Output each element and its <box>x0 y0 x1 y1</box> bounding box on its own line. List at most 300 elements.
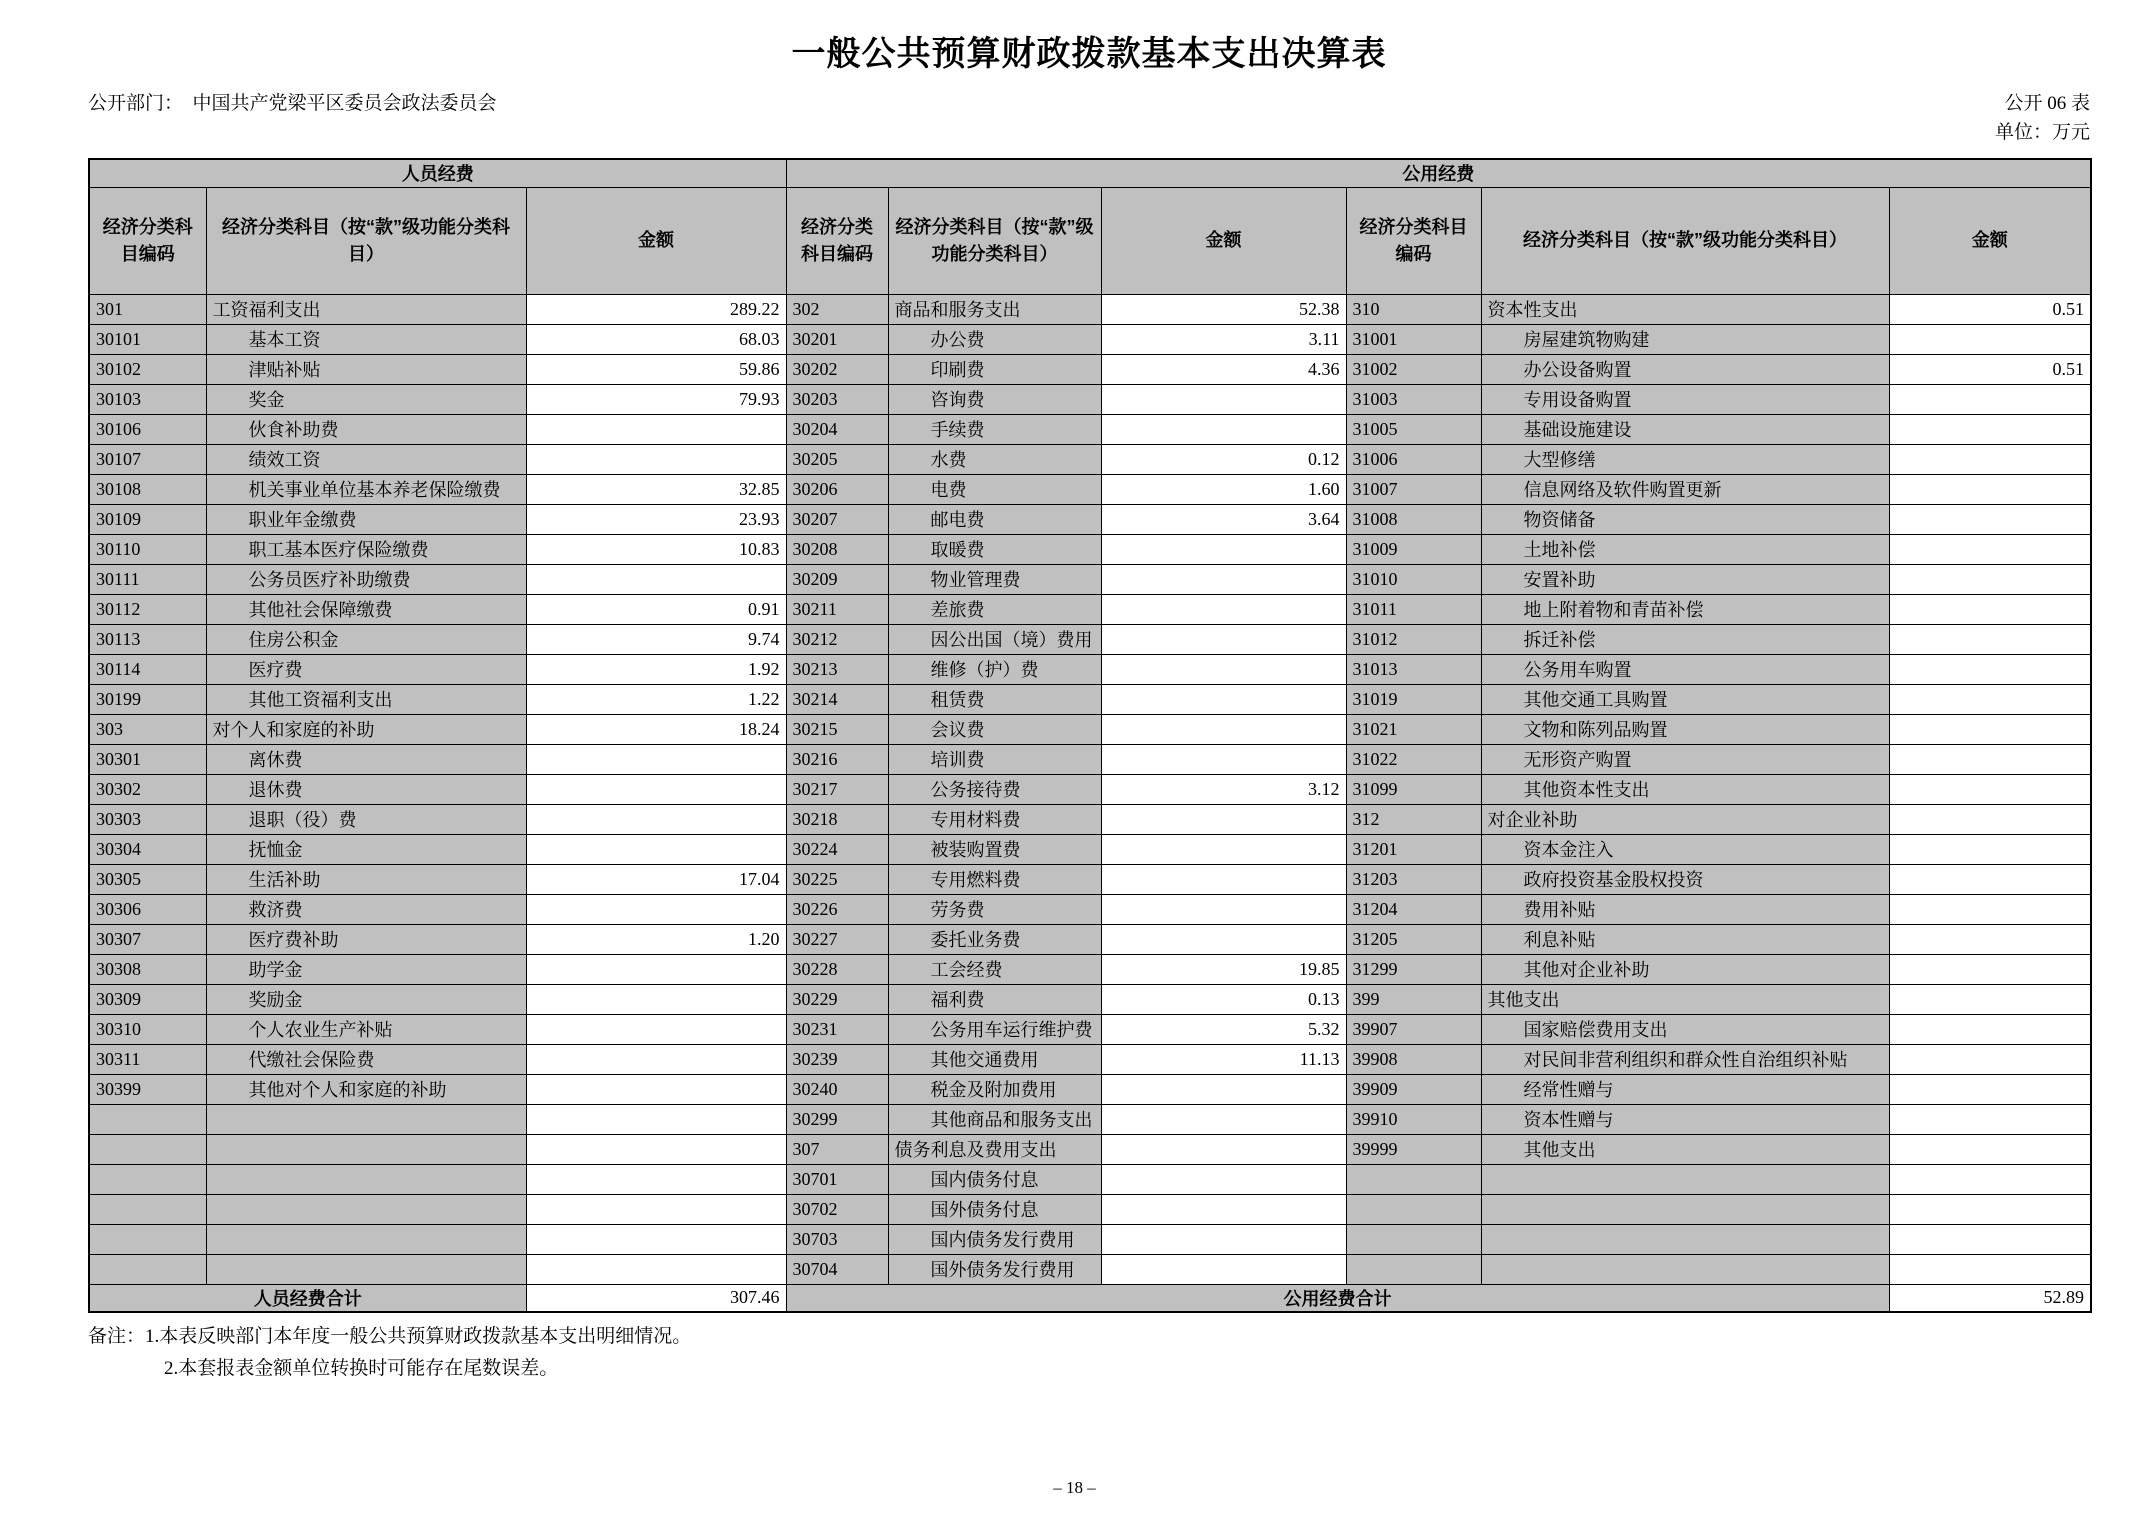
amount-cell: 32.85 <box>526 474 786 504</box>
code-cell: 30206 <box>786 474 888 504</box>
code-cell <box>89 1164 206 1194</box>
code-cell: 30208 <box>786 534 888 564</box>
code-cell: 31005 <box>1346 414 1481 444</box>
subject-cell: 公务用车购置 <box>1481 654 1889 684</box>
subject-cell: 物业管理费 <box>888 564 1101 594</box>
subject-cell: 水费 <box>888 444 1101 474</box>
code-cell: 30239 <box>786 1044 888 1074</box>
column-header: 金额 <box>1889 187 2091 294</box>
code-cell: 30225 <box>786 864 888 894</box>
subject-cell: 维修（护）费 <box>888 654 1101 684</box>
table-row <box>89 894 2091 924</box>
code-cell: 30204 <box>786 414 888 444</box>
table-row <box>89 774 2091 804</box>
amount-cell <box>1101 414 1346 444</box>
amount-cell: 10.83 <box>526 534 786 564</box>
code-cell: 30304 <box>89 834 206 864</box>
amount-cell: 0.51 <box>1889 354 2091 384</box>
amount-cell <box>526 744 786 774</box>
amount-cell <box>1889 534 2091 564</box>
amount-cell: 17.04 <box>526 864 786 894</box>
code-cell: 30229 <box>786 984 888 1014</box>
subject-cell: 奖金 <box>206 384 526 414</box>
amount-cell <box>1889 1194 2091 1224</box>
table-row <box>89 954 2091 984</box>
subject-cell: 津贴补贴 <box>206 354 526 384</box>
code-cell: 30114 <box>89 654 206 684</box>
subject-cell: 国内债务付息 <box>888 1164 1101 1194</box>
code-cell <box>1346 1254 1481 1284</box>
amount-cell <box>1889 624 2091 654</box>
code-cell: 30109 <box>89 504 206 534</box>
amount-cell: 1.60 <box>1101 474 1346 504</box>
subject-cell: 国外债务付息 <box>888 1194 1101 1224</box>
table-row <box>89 984 2091 1014</box>
amount-cell <box>1101 1224 1346 1254</box>
subject-cell: 救济费 <box>206 894 526 924</box>
amount-cell <box>526 1104 786 1134</box>
code-cell: 31012 <box>1346 624 1481 654</box>
code-cell: 30310 <box>89 1014 206 1044</box>
code-cell: 30111 <box>89 564 206 594</box>
code-cell: 30307 <box>89 924 206 954</box>
notes-block <box>88 1321 2090 1386</box>
code-cell: 30217 <box>786 774 888 804</box>
amount-cell: 11.13 <box>1101 1044 1346 1074</box>
subject-cell <box>1481 1254 1889 1284</box>
subject-cell: 福利费 <box>888 984 1101 1014</box>
subject-cell: 商品和服务支出 <box>888 294 1101 324</box>
amount-cell <box>526 1134 786 1164</box>
amount-cell <box>1101 744 1346 774</box>
code-cell: 310 <box>1346 294 1481 324</box>
code-cell: 31099 <box>1346 774 1481 804</box>
amount-cell <box>526 1224 786 1254</box>
amount-cell <box>1889 1104 2091 1134</box>
subject-cell: 取暖费 <box>888 534 1101 564</box>
amount-cell <box>1889 504 2091 534</box>
code-cell: 30228 <box>786 954 888 984</box>
table-row <box>89 1164 2091 1194</box>
subject-cell: 机关事业单位基本养老保险缴费 <box>206 474 526 504</box>
subject-cell: 办公设备购置 <box>1481 354 1889 384</box>
subject-cell: 经常性赠与 <box>1481 1074 1889 1104</box>
subject-cell: 医疗费补助 <box>206 924 526 954</box>
code-cell: 31021 <box>1346 714 1481 744</box>
amount-cell <box>526 1044 786 1074</box>
amount-cell <box>1889 684 2091 714</box>
note-line-2: 2.本套报表金额单位转换时可能存在尾数误差。 <box>164 1358 559 1380</box>
column-header-row <box>89 187 2091 294</box>
code-cell: 30299 <box>786 1104 888 1134</box>
code-cell: 39908 <box>1346 1044 1481 1074</box>
code-cell: 31001 <box>1346 324 1481 354</box>
totals-row <box>89 1284 2091 1312</box>
code-cell: 31010 <box>1346 564 1481 594</box>
department-label: 公开部门： <box>88 93 174 114</box>
code-cell: 30701 <box>786 1164 888 1194</box>
subject-cell <box>206 1104 526 1134</box>
code-cell: 30218 <box>786 804 888 834</box>
amount-cell <box>526 774 786 804</box>
subject-cell: 基础设施建设 <box>1481 414 1889 444</box>
subject-cell: 专用燃料费 <box>888 864 1101 894</box>
amount-cell <box>1889 1164 2091 1194</box>
subject-cell: 其他交通工具购置 <box>1481 684 1889 714</box>
table-row <box>89 834 2091 864</box>
department-block <box>88 89 528 118</box>
amount-cell: 59.86 <box>526 354 786 384</box>
subject-cell: 代缴社会保险费 <box>206 1044 526 1074</box>
subject-cell: 对民间非营利组织和群众性自治组织补贴 <box>1481 1044 1889 1074</box>
code-cell: 30212 <box>786 624 888 654</box>
amount-cell: 0.91 <box>526 594 786 624</box>
amount-cell: 79.93 <box>526 384 786 414</box>
amount-cell: 23.93 <box>526 504 786 534</box>
note-line-1: 备注：1.本表反映部门本年度一般公共预算财政拨款基本支出明细情况。 <box>88 1325 692 1347</box>
amount-cell <box>1101 834 1346 864</box>
code-cell: 30216 <box>786 744 888 774</box>
subject-cell: 奖励金 <box>206 984 526 1014</box>
table-row <box>89 1224 2091 1254</box>
code-cell: 30102 <box>89 354 206 384</box>
subject-cell: 其他支出 <box>1481 1134 1889 1164</box>
amount-cell <box>1889 564 2091 594</box>
table-row <box>89 1014 2091 1044</box>
column-header: 经济分类科目编码 <box>1346 187 1481 294</box>
code-cell: 30202 <box>786 354 888 384</box>
subject-cell: 其他商品和服务支出 <box>888 1104 1101 1134</box>
subject-cell: 住房公积金 <box>206 624 526 654</box>
code-cell: 31003 <box>1346 384 1481 414</box>
table-row <box>89 744 2091 774</box>
code-cell: 30231 <box>786 1014 888 1044</box>
subject-cell: 物资储备 <box>1481 504 1889 534</box>
code-cell <box>89 1134 206 1164</box>
column-header: 金额 <box>526 187 786 294</box>
code-cell: 30702 <box>786 1194 888 1224</box>
amount-cell <box>1889 1224 2091 1254</box>
code-cell: 31019 <box>1346 684 1481 714</box>
subject-cell: 资本金注入 <box>1481 834 1889 864</box>
code-cell: 30303 <box>89 804 206 834</box>
subject-cell: 公务员医疗补助缴费 <box>206 564 526 594</box>
code-cell: 31008 <box>1346 504 1481 534</box>
code-cell: 30226 <box>786 894 888 924</box>
table-row <box>89 1074 2091 1104</box>
code-cell: 31011 <box>1346 594 1481 624</box>
amount-cell <box>1101 1104 1346 1134</box>
subject-cell: 印刷费 <box>888 354 1101 384</box>
table-meta-block <box>1995 89 2090 148</box>
amount-cell: 9.74 <box>526 624 786 654</box>
table-row <box>89 1254 2091 1284</box>
subject-cell <box>206 1164 526 1194</box>
subject-cell: 费用补贴 <box>1481 894 1889 924</box>
code-cell: 31007 <box>1346 474 1481 504</box>
subject-cell: 个人农业生产补贴 <box>206 1014 526 1044</box>
code-cell: 30302 <box>89 774 206 804</box>
subject-cell <box>1481 1194 1889 1224</box>
code-cell: 303 <box>89 714 206 744</box>
subject-cell: 抚恤金 <box>206 834 526 864</box>
subject-cell: 公务用车运行维护费 <box>888 1014 1101 1044</box>
subject-cell: 工会经费 <box>888 954 1101 984</box>
amount-cell <box>1889 894 2091 924</box>
code-cell: 301 <box>89 294 206 324</box>
code-cell: 31006 <box>1346 444 1481 474</box>
subject-cell: 邮电费 <box>888 504 1101 534</box>
subject-cell: 被装购置费 <box>888 834 1101 864</box>
public-total-amount: 52.89 <box>1889 1284 2091 1312</box>
subject-cell: 文物和陈列品购置 <box>1481 714 1889 744</box>
code-cell: 30209 <box>786 564 888 594</box>
amount-cell <box>1101 564 1346 594</box>
amount-cell <box>1101 894 1346 924</box>
subject-cell: 债务利息及费用支出 <box>888 1134 1101 1164</box>
amount-cell: 1.92 <box>526 654 786 684</box>
code-cell: 30103 <box>89 384 206 414</box>
subject-cell: 国家赔偿费用支出 <box>1481 1014 1889 1044</box>
code-cell: 312 <box>1346 804 1481 834</box>
code-cell: 39999 <box>1346 1134 1481 1164</box>
amount-cell <box>1889 1254 2091 1284</box>
code-cell: 30211 <box>786 594 888 624</box>
code-cell: 30101 <box>89 324 206 354</box>
amount-cell <box>1889 834 2091 864</box>
table-row <box>89 474 2091 504</box>
table-row <box>89 564 2091 594</box>
subject-cell: 公务接待费 <box>888 774 1101 804</box>
personnel-total-label: 人员经费合计 <box>89 1284 526 1312</box>
code-cell <box>89 1194 206 1224</box>
public-total-label: 公用经费合计 <box>786 1284 1889 1312</box>
amount-cell <box>1101 624 1346 654</box>
budget-table <box>88 158 2092 1313</box>
code-cell: 30207 <box>786 504 888 534</box>
amount-cell: 4.36 <box>1101 354 1346 384</box>
table-row <box>89 444 2091 474</box>
amount-cell: 1.22 <box>526 684 786 714</box>
table-row <box>89 324 2091 354</box>
code-cell: 39907 <box>1346 1014 1481 1044</box>
amount-cell <box>1889 1044 2091 1074</box>
amount-cell: 52.38 <box>1101 294 1346 324</box>
table-row <box>89 1194 2091 1224</box>
table-body <box>89 294 2091 1284</box>
amount-cell <box>526 954 786 984</box>
subject-cell: 其他对个人和家庭的补助 <box>206 1074 526 1104</box>
subject-cell: 因公出国（境）费用 <box>888 624 1101 654</box>
table-row <box>89 714 2091 744</box>
amount-cell: 68.03 <box>526 324 786 354</box>
amount-cell <box>1889 864 2091 894</box>
amount-cell <box>1101 1194 1346 1224</box>
code-cell: 30227 <box>786 924 888 954</box>
subject-cell: 其他交通费用 <box>888 1044 1101 1074</box>
code-cell: 30201 <box>786 324 888 354</box>
subject-cell: 绩效工资 <box>206 444 526 474</box>
code-cell <box>89 1224 206 1254</box>
subject-cell: 对个人和家庭的补助 <box>206 714 526 744</box>
subject-cell: 资本性支出 <box>1481 294 1889 324</box>
code-cell: 30107 <box>89 444 206 474</box>
amount-cell <box>1889 444 2091 474</box>
table-row <box>89 354 2091 384</box>
subject-cell: 土地补偿 <box>1481 534 1889 564</box>
subject-cell: 咨询费 <box>888 384 1101 414</box>
table-row <box>89 594 2091 624</box>
amount-cell <box>1889 924 2091 954</box>
amount-cell: 1.20 <box>526 924 786 954</box>
subject-cell: 专用材料费 <box>888 804 1101 834</box>
unit-label: 单位：万元 <box>1994 122 2090 144</box>
subject-cell: 职业年金缴费 <box>206 504 526 534</box>
section-header-public: 公用经费 <box>786 159 2091 188</box>
table-row <box>89 534 2091 564</box>
amount-cell <box>1101 1074 1346 1104</box>
page-content <box>88 0 2090 1385</box>
amount-cell <box>526 1254 786 1284</box>
code-cell: 30311 <box>89 1044 206 1074</box>
amount-cell <box>526 894 786 924</box>
amount-cell <box>1101 1254 1346 1284</box>
subject-cell: 政府投资基金股权投资 <box>1481 864 1889 894</box>
subject-cell: 税金及附加费用 <box>888 1074 1101 1104</box>
amount-cell <box>526 414 786 444</box>
code-cell: 31203 <box>1346 864 1481 894</box>
code-cell: 30205 <box>786 444 888 474</box>
code-cell: 307 <box>786 1134 888 1164</box>
subject-cell: 对企业补助 <box>1481 804 1889 834</box>
subject-cell: 退休费 <box>206 774 526 804</box>
table-row <box>89 804 2091 834</box>
code-cell: 39909 <box>1346 1074 1481 1104</box>
code-cell: 30214 <box>786 684 888 714</box>
subject-cell: 工资福利支出 <box>206 294 526 324</box>
amount-cell <box>1101 1164 1346 1194</box>
code-cell <box>89 1254 206 1284</box>
amount-cell: 3.64 <box>1101 504 1346 534</box>
amount-cell: 289.22 <box>526 294 786 324</box>
table-row <box>89 294 2091 324</box>
table-row <box>89 504 2091 534</box>
column-header: 经济分类科目编码 <box>89 187 206 294</box>
amount-cell <box>526 834 786 864</box>
subject-cell: 电费 <box>888 474 1101 504</box>
amount-cell <box>1889 954 2091 984</box>
subject-cell: 基本工资 <box>206 324 526 354</box>
subject-cell: 国内债务发行费用 <box>888 1224 1101 1254</box>
section-header-personnel: 人员经费 <box>89 159 786 188</box>
subject-cell: 伙食补助费 <box>206 414 526 444</box>
amount-cell <box>1889 1134 2091 1164</box>
code-cell: 302 <box>786 294 888 324</box>
code-cell <box>1346 1194 1481 1224</box>
code-cell: 30703 <box>786 1224 888 1254</box>
amount-cell: 19.85 <box>1101 954 1346 984</box>
code-cell: 30112 <box>89 594 206 624</box>
table-row <box>89 654 2091 684</box>
personnel-total-amount: 307.46 <box>526 1284 786 1312</box>
subject-cell <box>206 1224 526 1254</box>
code-cell: 30203 <box>786 384 888 414</box>
amount-cell <box>1889 474 2091 504</box>
code-cell: 30110 <box>89 534 206 564</box>
amount-cell <box>1889 984 2091 1014</box>
code-cell: 30108 <box>89 474 206 504</box>
table-row <box>89 1104 2091 1134</box>
amount-cell <box>1889 414 2091 444</box>
code-cell: 31204 <box>1346 894 1481 924</box>
amount-cell <box>1889 654 2091 684</box>
amount-cell: 5.32 <box>1101 1014 1346 1044</box>
department-value: 中国共产党梁平区委员会政法委员会 <box>192 93 497 114</box>
amount-cell <box>526 984 786 1014</box>
amount-cell: 0.13 <box>1101 984 1346 1014</box>
table-row <box>89 864 2091 894</box>
code-cell: 31002 <box>1346 354 1481 384</box>
page-number: – 18 – <box>1053 1478 1096 1497</box>
amount-cell <box>1889 744 2091 774</box>
code-cell: 30704 <box>786 1254 888 1284</box>
code-cell: 30308 <box>89 954 206 984</box>
column-header: 经济分类科目编码 <box>786 187 888 294</box>
amount-cell <box>526 1194 786 1224</box>
table-row <box>89 384 2091 414</box>
code-cell: 31022 <box>1346 744 1481 774</box>
column-header: 经济分类科目（按“款”级功能分类科目） <box>1481 187 1889 294</box>
subject-cell: 劳务费 <box>888 894 1101 924</box>
subject-cell: 拆迁补偿 <box>1481 624 1889 654</box>
amount-cell <box>526 1014 786 1044</box>
subject-cell: 利息补贴 <box>1481 924 1889 954</box>
subject-cell <box>1481 1224 1889 1254</box>
code-cell: 30306 <box>89 894 206 924</box>
code-cell: 30305 <box>89 864 206 894</box>
subject-cell <box>1481 1164 1889 1194</box>
subject-cell: 资本性赠与 <box>1481 1104 1889 1134</box>
amount-cell: 3.11 <box>1101 324 1346 354</box>
code-cell: 30240 <box>786 1074 888 1104</box>
subject-cell: 房屋建筑物购建 <box>1481 324 1889 354</box>
amount-cell <box>1101 924 1346 954</box>
subject-cell: 其他工资福利支出 <box>206 684 526 714</box>
code-cell <box>89 1104 206 1134</box>
code-cell: 31205 <box>1346 924 1481 954</box>
table-row <box>89 924 2091 954</box>
code-cell <box>1346 1224 1481 1254</box>
amount-cell: 0.12 <box>1101 444 1346 474</box>
table-row <box>89 624 2091 654</box>
meta-row <box>88 89 2090 148</box>
subject-cell <box>206 1194 526 1224</box>
code-cell: 39910 <box>1346 1104 1481 1134</box>
code-cell: 30301 <box>89 744 206 774</box>
code-cell: 30213 <box>786 654 888 684</box>
subject-cell <box>206 1134 526 1164</box>
amount-cell: 3.12 <box>1101 774 1346 804</box>
code-cell: 31201 <box>1346 834 1481 864</box>
subject-cell: 培训费 <box>888 744 1101 774</box>
subject-cell <box>206 1254 526 1284</box>
subject-cell: 差旅费 <box>888 594 1101 624</box>
page-title: 一般公共预算财政拨款基本支出决算表 <box>791 35 1387 73</box>
code-cell: 30199 <box>89 684 206 714</box>
amount-cell <box>526 564 786 594</box>
amount-cell <box>1101 864 1346 894</box>
amount-cell <box>526 1074 786 1104</box>
